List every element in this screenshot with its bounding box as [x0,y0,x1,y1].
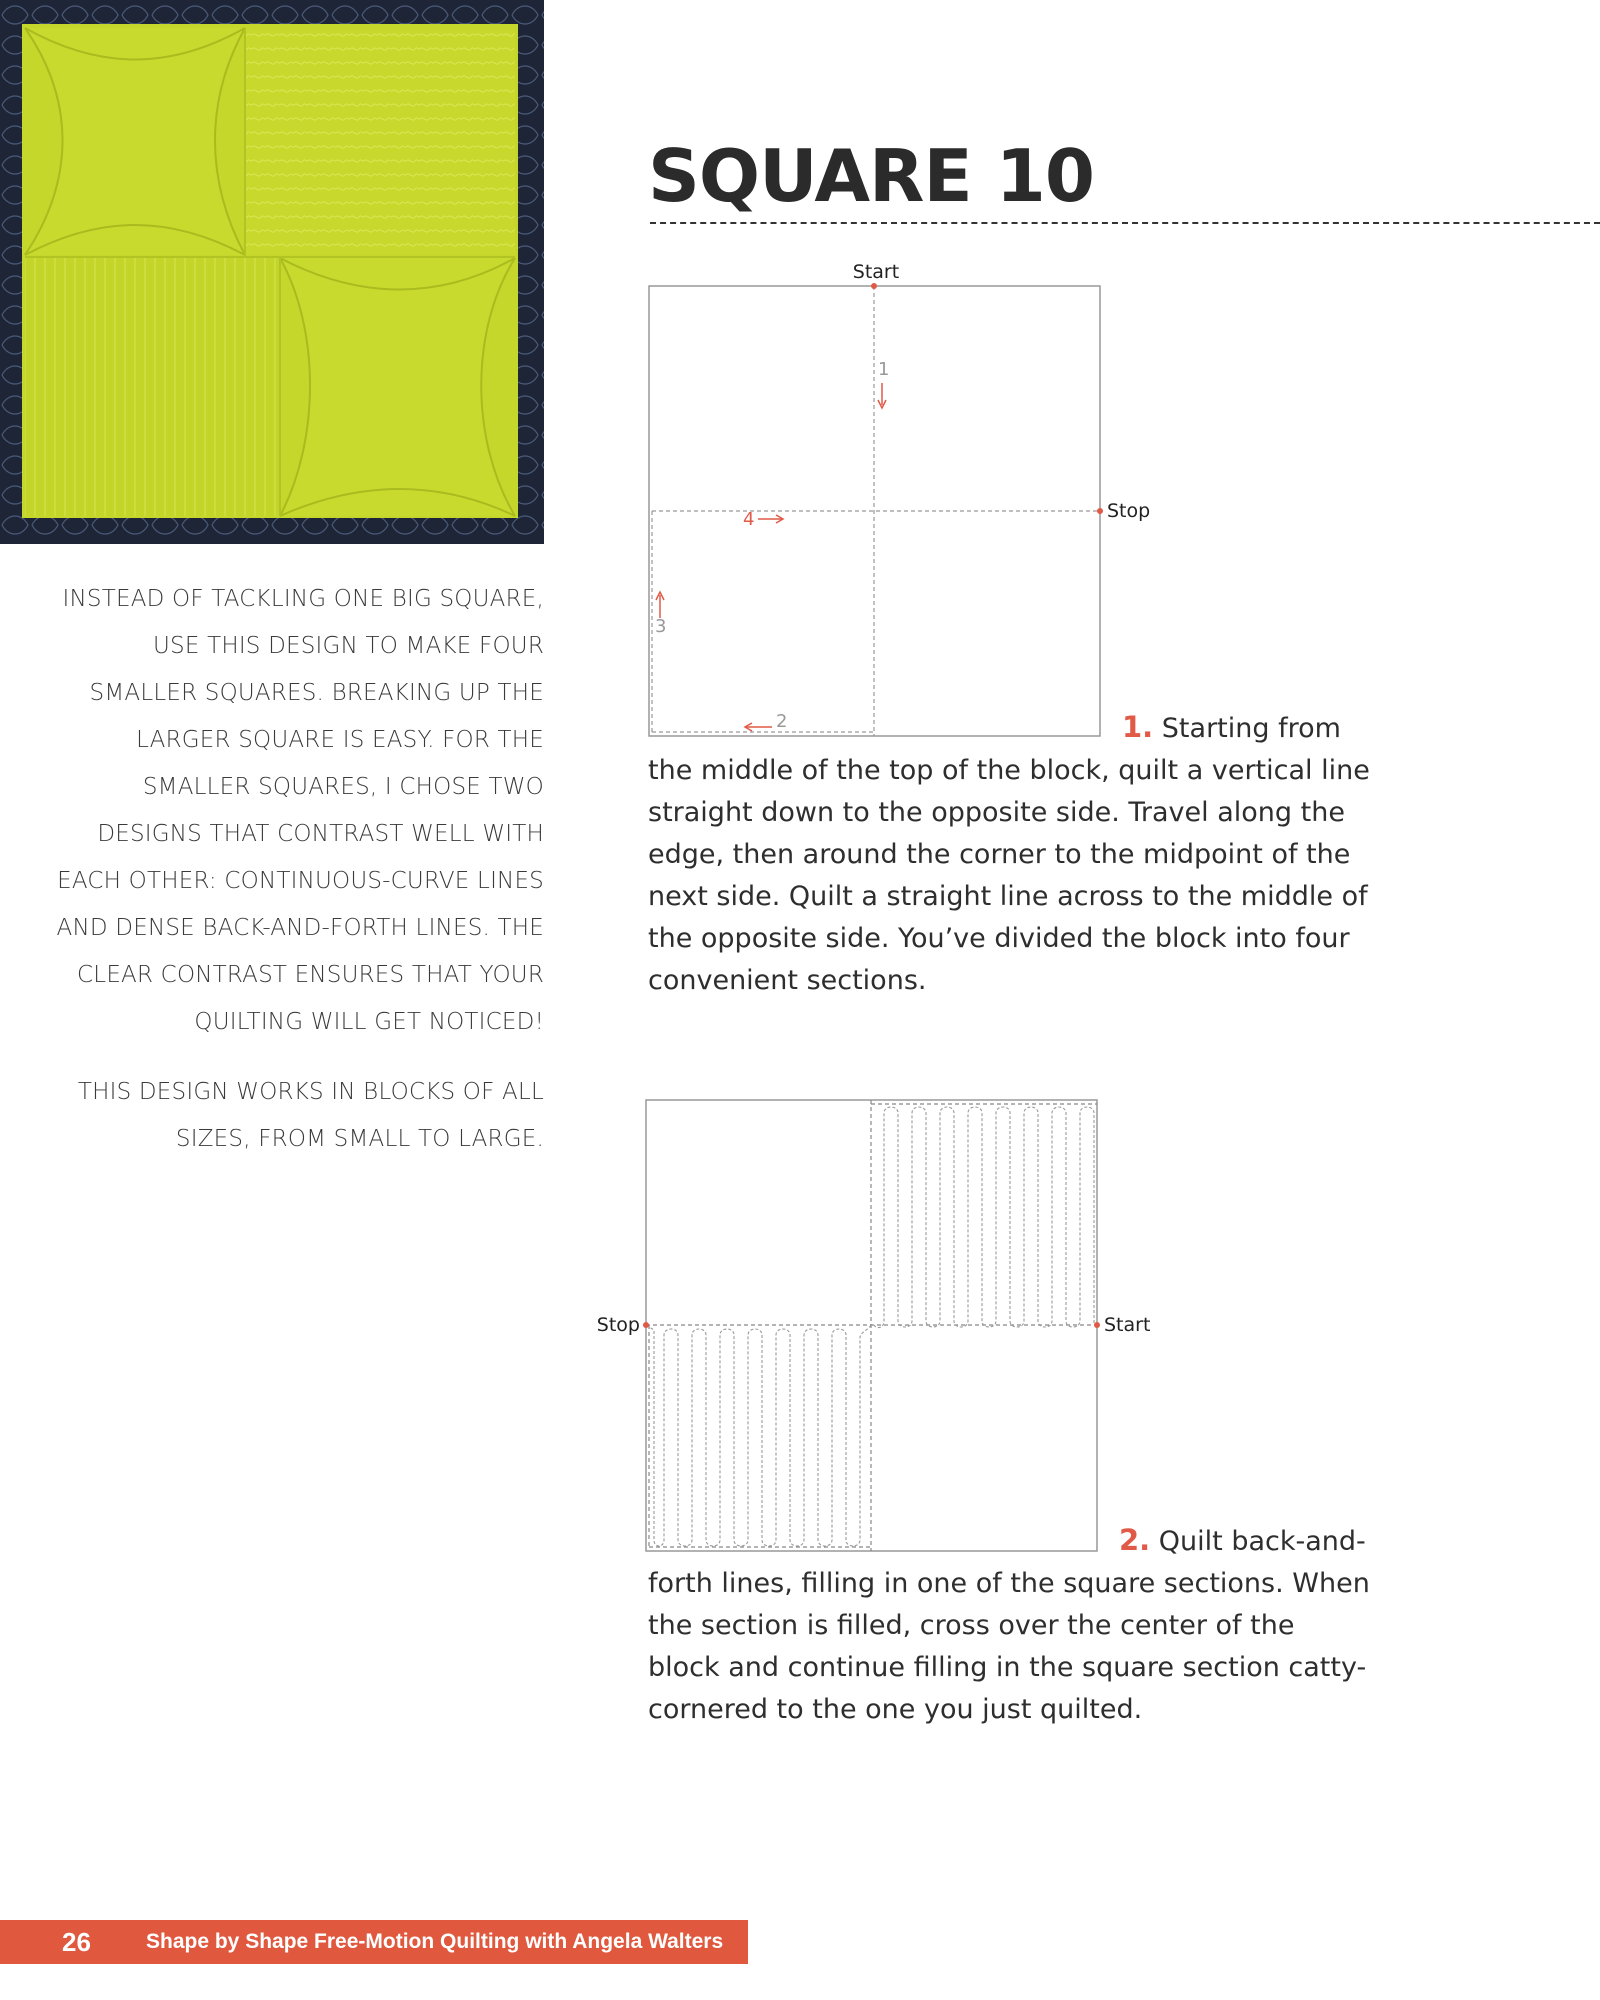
step-2-text [648,1519,1370,1731]
path-number: 4 [743,509,755,530]
quilted-square-photo [0,0,544,544]
start-label: Start [852,261,900,283]
path-number: 2 [776,711,788,732]
footer-bar [0,1920,748,1964]
stop-label: Stop [1107,500,1151,522]
step-1-text [648,706,1370,1002]
title-divider [650,222,1600,224]
page-number: 26 [62,1926,91,1957]
step-body: Quilt back-and-forth lines, filling in one of the square sections. When the section is filled, cross over the center of the block and continue filling in the square section catty-cornered to the one you just quilted. [648,1526,1370,1725]
page-title: SQUARE 10 [648,134,1094,218]
path-number: 1 [878,359,890,380]
intro-paragraph [40,576,544,1046]
running-title: Shape by Shape Free-Motion Quilting with Angela Walters [146,1930,724,1953]
intro-text: INSTEAD OF TACKLING ONE BIG SQUARE, USE THIS DESIGN TO MAKE FOUR SMALLER SQUARES. BREAKING UP THE LARGER SQUARE IS EASY. FOR THE SMALLER SQUARES, I CHOSE TWO DESIGNS THAT CONTRAST WELL WITH EACH OTHER: CONTINUOUS-CURVE LINES AND DENSE BACK-AND-FORTH LINES. THE CLEAR CONTRAST ENSURES THAT YOUR QUILTING WILL GET NOTICED! [56,586,544,1035]
stop-label: Stop [596,1314,640,1336]
step2-diagram [580,1085,1180,1560]
path-number: 3 [655,616,667,637]
start-label: Start [1104,1314,1151,1336]
intro-text: THIS DESIGN WORKS IN BLOCKS OF ALL SIZES, FROM SMALL TO LARGE. [77,1079,544,1152]
step-body: Starting from the middle of the top of the block, quilt a vertical line straight down to the opposite side. Travel along the edge, then around the corner to the midpoint of the next side. Quilt a straight line across to the middle of the opposite side. You’ve divided the block into four convenient sections. [648,713,1370,996]
step-number: 1. [1122,710,1154,744]
step1-diagram [580,250,1180,750]
step-number: 2. [1119,1523,1151,1557]
intro-paragraph [40,1069,544,1163]
